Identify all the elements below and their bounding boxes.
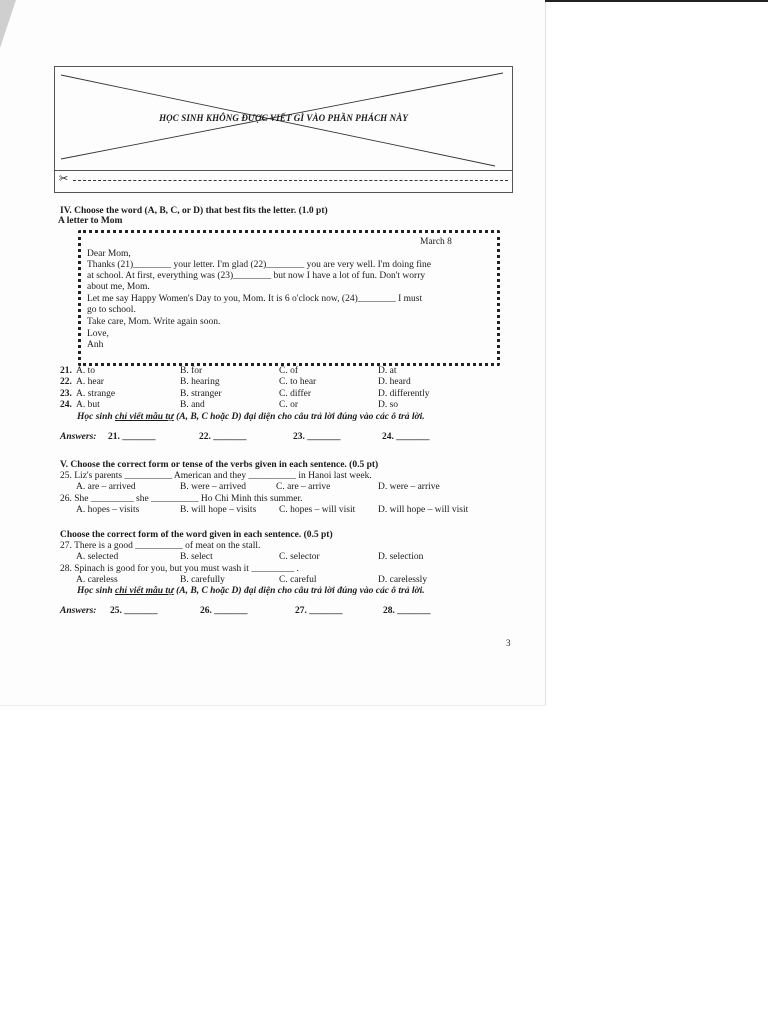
no-write-notice: HỌC SINH KHÔNG ĐƯỢC VIẾT GÌ VÀO PHẦN PHÁCH NÀY	[159, 113, 408, 123]
instruction: Học sinh chỉ viết mẫu tự (A, B, C hoặc D) đại diện cho câu trả lời đúng vào các ô trả lời.	[77, 412, 425, 422]
answers-label: Answers:	[60, 432, 97, 442]
question-stem-27: 27. There is a good __________ of meat on the stall.	[60, 541, 261, 551]
option: B. select	[180, 552, 213, 562]
option: C. differ	[279, 389, 312, 399]
option: D. differently	[378, 389, 430, 399]
folded-corner	[0, 0, 16, 48]
letter-line: Anh	[87, 340, 104, 350]
question-stem-25: 25. Liz's parents __________ American and they __________ in Hanoi last week.	[60, 471, 372, 481]
header-frame	[54, 66, 513, 193]
answer-blank-24[interactable]: 24. _______	[382, 432, 430, 442]
option: D. so	[378, 400, 399, 410]
answer-blank-27[interactable]: 27. _______	[295, 606, 343, 616]
option: A. selected	[76, 552, 119, 562]
option: A. but	[76, 400, 100, 410]
question-stem-28: 28. Spinach is good for you, but you must wash it _________ .	[60, 564, 299, 574]
option: D. will hope – will visit	[378, 505, 469, 515]
question-stem-26: 26. She _________ she __________ Ho Chi Minh this summer.	[60, 494, 303, 504]
option: B. stranger	[180, 389, 222, 399]
cut-line	[55, 170, 512, 171]
letter-line: at school. At first, everything was (23)________ but now I have a lot of fun. Don't worry	[87, 271, 426, 281]
answers-label: Answers:	[60, 606, 97, 616]
option: B. for	[180, 366, 203, 376]
section4-title: IV. Choose the word (A, B, C, or D) that best fits the letter. (1.0 pt)	[60, 206, 328, 216]
option: A. to	[76, 366, 95, 376]
answer-blank-23[interactable]: 23. _______	[293, 432, 341, 442]
answer-blank-25[interactable]: 25. _______	[110, 606, 158, 616]
question-number: 21.	[60, 366, 72, 376]
option: A. strange	[76, 389, 116, 399]
answer-blank-28[interactable]: 28. _______	[383, 606, 431, 616]
scan-edge-line	[545, 0, 768, 2]
option: D. at	[378, 366, 397, 376]
option: B. hearing	[180, 377, 220, 387]
option: D. heard	[378, 377, 411, 387]
letter-line: Let me say Happy Women's Day to you, Mom. It is 6 o'clock now, (24)________ I must	[87, 294, 423, 304]
letter-line: Love,	[87, 329, 109, 339]
option: A. careless	[76, 575, 118, 585]
option: A. hear	[76, 377, 104, 387]
exam-page	[0, 0, 546, 706]
option: D. carelessly	[378, 575, 428, 585]
letter-date: March 8	[420, 237, 452, 247]
answer-blank-21[interactable]: 21. _______	[108, 432, 156, 442]
letter-line: Take care, Mom. Write again soon.	[87, 317, 221, 327]
answer-blank-22[interactable]: 22. _______	[199, 432, 247, 442]
instruction: Học sinh chỉ viết mẫu tự (A, B, C hoặc D) đại diện cho câu trả lời đúng vào các ô trả lời.	[77, 586, 425, 596]
option: C. careful	[279, 575, 317, 585]
option: C. to hear	[279, 377, 317, 387]
option: B. were – arrived	[180, 482, 246, 492]
wordform-title: Choose the correct form of the word given in each sentence. (0.5 pt)	[60, 530, 333, 540]
option: C. selector	[279, 552, 320, 562]
dashed-cut-guide	[73, 180, 508, 181]
option: A. are – arrived	[76, 482, 136, 492]
letter-line: about me, Mom.	[87, 282, 150, 292]
scissors-icon: ✂	[59, 173, 69, 185]
question-number: 23.	[60, 389, 72, 399]
section5-title: V. Choose the correct form or tense of the verbs given in each sentence. (0.5 pt)	[60, 460, 379, 470]
option: B. will hope – visits	[180, 505, 257, 515]
option: D. selection	[378, 552, 424, 562]
answer-blank-26[interactable]: 26. _______	[200, 606, 248, 616]
question-number: 22.	[60, 377, 72, 387]
option: B. carefully	[180, 575, 225, 585]
option: C. hopes – will visit	[279, 505, 356, 515]
option: C. or	[279, 400, 298, 410]
option: A. hopes – visits	[76, 505, 140, 515]
option: C. of	[279, 366, 298, 376]
option: C. are – arrive	[276, 482, 331, 492]
option: D. were – arrive	[378, 482, 440, 492]
letter-line: Dear Mom,	[87, 249, 131, 259]
question-number: 24.	[60, 400, 72, 410]
letter-line: Thanks (21)________ your letter. I'm glad (22)________ you are very well. I'm doing fine	[87, 260, 432, 270]
section4-subtitle: A letter to Mom	[58, 216, 123, 226]
letter-line: go to school.	[87, 305, 136, 315]
option: B. and	[180, 400, 205, 410]
page-number: 3	[506, 638, 511, 648]
